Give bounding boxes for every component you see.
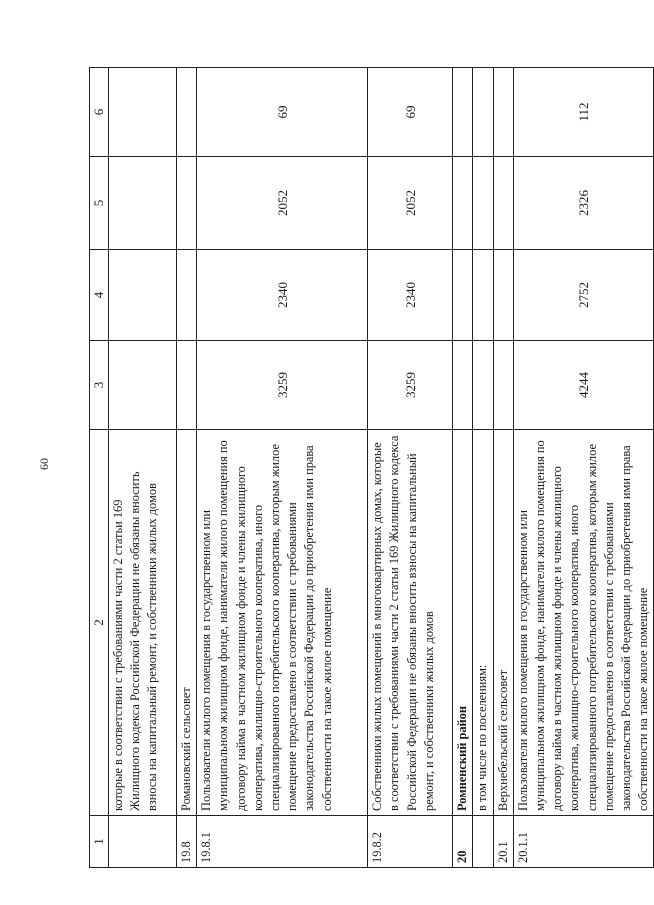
value-col6: 69 [368, 68, 453, 157]
rotated-table-container [89, 68, 651, 868]
table-row [197, 68, 368, 868]
value-col6: 69 [197, 68, 368, 157]
table-row [473, 68, 493, 868]
row-description: Пользователи жилого помещения в государственном или муниципальном жилищном фонде, наниматели жилого помещения по договору найма в частном жилищном фонде и члены жилищного кооператива, жилищно-строительного кооператива, иного специализированного потребительского кооператива, которым жилое помещение предоставлено в соответствии с требованиями законодательства Российской Федерации до приобретения ими права собственности на такое жилое помещение [513, 430, 654, 816]
table-row [109, 68, 177, 868]
table-row [453, 68, 473, 868]
table-row [177, 68, 197, 868]
value-col3 [109, 341, 177, 430]
row-number: 20 [453, 816, 473, 868]
value-col3 [453, 341, 473, 430]
value-col5 [453, 157, 473, 250]
value-col5 [109, 157, 177, 250]
value-col4 [109, 250, 177, 341]
value-col3: 4244 [513, 341, 654, 430]
value-col6 [473, 68, 493, 157]
value-col4: 2340 [368, 250, 453, 341]
row-description: которые в соответствии с требованиями части 2 статьи 169 Жилищного кодекса Российской Федерации не обязаны вносить взносы на капитальный ремонт, и собственники жилых домов [109, 430, 177, 816]
header-cell: 5 [90, 157, 109, 250]
header-cell: 3 [90, 341, 109, 430]
value-col3: 3259 [368, 341, 453, 430]
value-col6 [109, 68, 177, 157]
row-number: 19.8.2 [368, 816, 453, 868]
header-cell: 2 [90, 430, 109, 816]
value-col4 [177, 250, 197, 341]
row-number: 20.1 [493, 816, 513, 868]
value-col4 [493, 250, 513, 341]
value-col5 [177, 157, 197, 250]
tariff-table [89, 67, 654, 868]
row-description: Ромненский район [453, 430, 473, 816]
row-number: 19.8.1 [197, 816, 368, 868]
header-cell: 4 [90, 250, 109, 341]
page-number: 60 [37, 458, 51, 470]
row-description: Верхнебельский сельсовет [493, 430, 513, 816]
header-cell: 6 [90, 68, 109, 157]
row-description: Романовский сельсовет [177, 430, 197, 816]
row-description: Пользователи жилого помещения в государственном или муниципальном жилищном фонде, наниматели жилого помещения по договору найма в частном жилищном фонде и члены жилищного кооператива, жилищно-строительного кооператива, иного специализированного потребительского кооператива, которым жилое помещение предоставлено в соответствии с требованиями законодательства Российской Федерации до приобретения ими права собственности на такое жилое помещение [197, 430, 368, 816]
row-number: 20.1.1 [513, 816, 654, 868]
table-row [493, 68, 513, 868]
row-number: 19.8 [177, 816, 197, 868]
value-col6: 112 [513, 68, 654, 157]
value-col4 [473, 250, 493, 341]
value-col3 [177, 341, 197, 430]
value-col4 [453, 250, 473, 341]
row-description: в том числе по поселениям: [473, 430, 493, 816]
value-col3 [473, 341, 493, 430]
header-row [90, 68, 109, 868]
row-number [109, 816, 177, 868]
table-row [513, 68, 654, 868]
value-col6 [453, 68, 473, 157]
header-cell: 1 [90, 816, 109, 868]
row-description: Собственники жилых помещений в многоквартирных домах, которые в соответствии с требованиями части 2 статьи 169 Жилищного кодекса Российской Федерации не обязаны вносить взносы на капитальный ремонт, и собственники жилых домов [368, 430, 453, 816]
value-col3: 3259 [197, 341, 368, 430]
value-col5: 2052 [197, 157, 368, 250]
value-col4: 2752 [513, 250, 654, 341]
value-col3 [493, 341, 513, 430]
value-col5: 2326 [513, 157, 654, 250]
value-col6 [493, 68, 513, 157]
value-col5: 2052 [368, 157, 453, 250]
value-col5 [473, 157, 493, 250]
row-number [473, 816, 493, 868]
value-col6 [177, 68, 197, 157]
value-col4: 2340 [197, 250, 368, 341]
table-row [368, 68, 453, 868]
value-col5 [493, 157, 513, 250]
